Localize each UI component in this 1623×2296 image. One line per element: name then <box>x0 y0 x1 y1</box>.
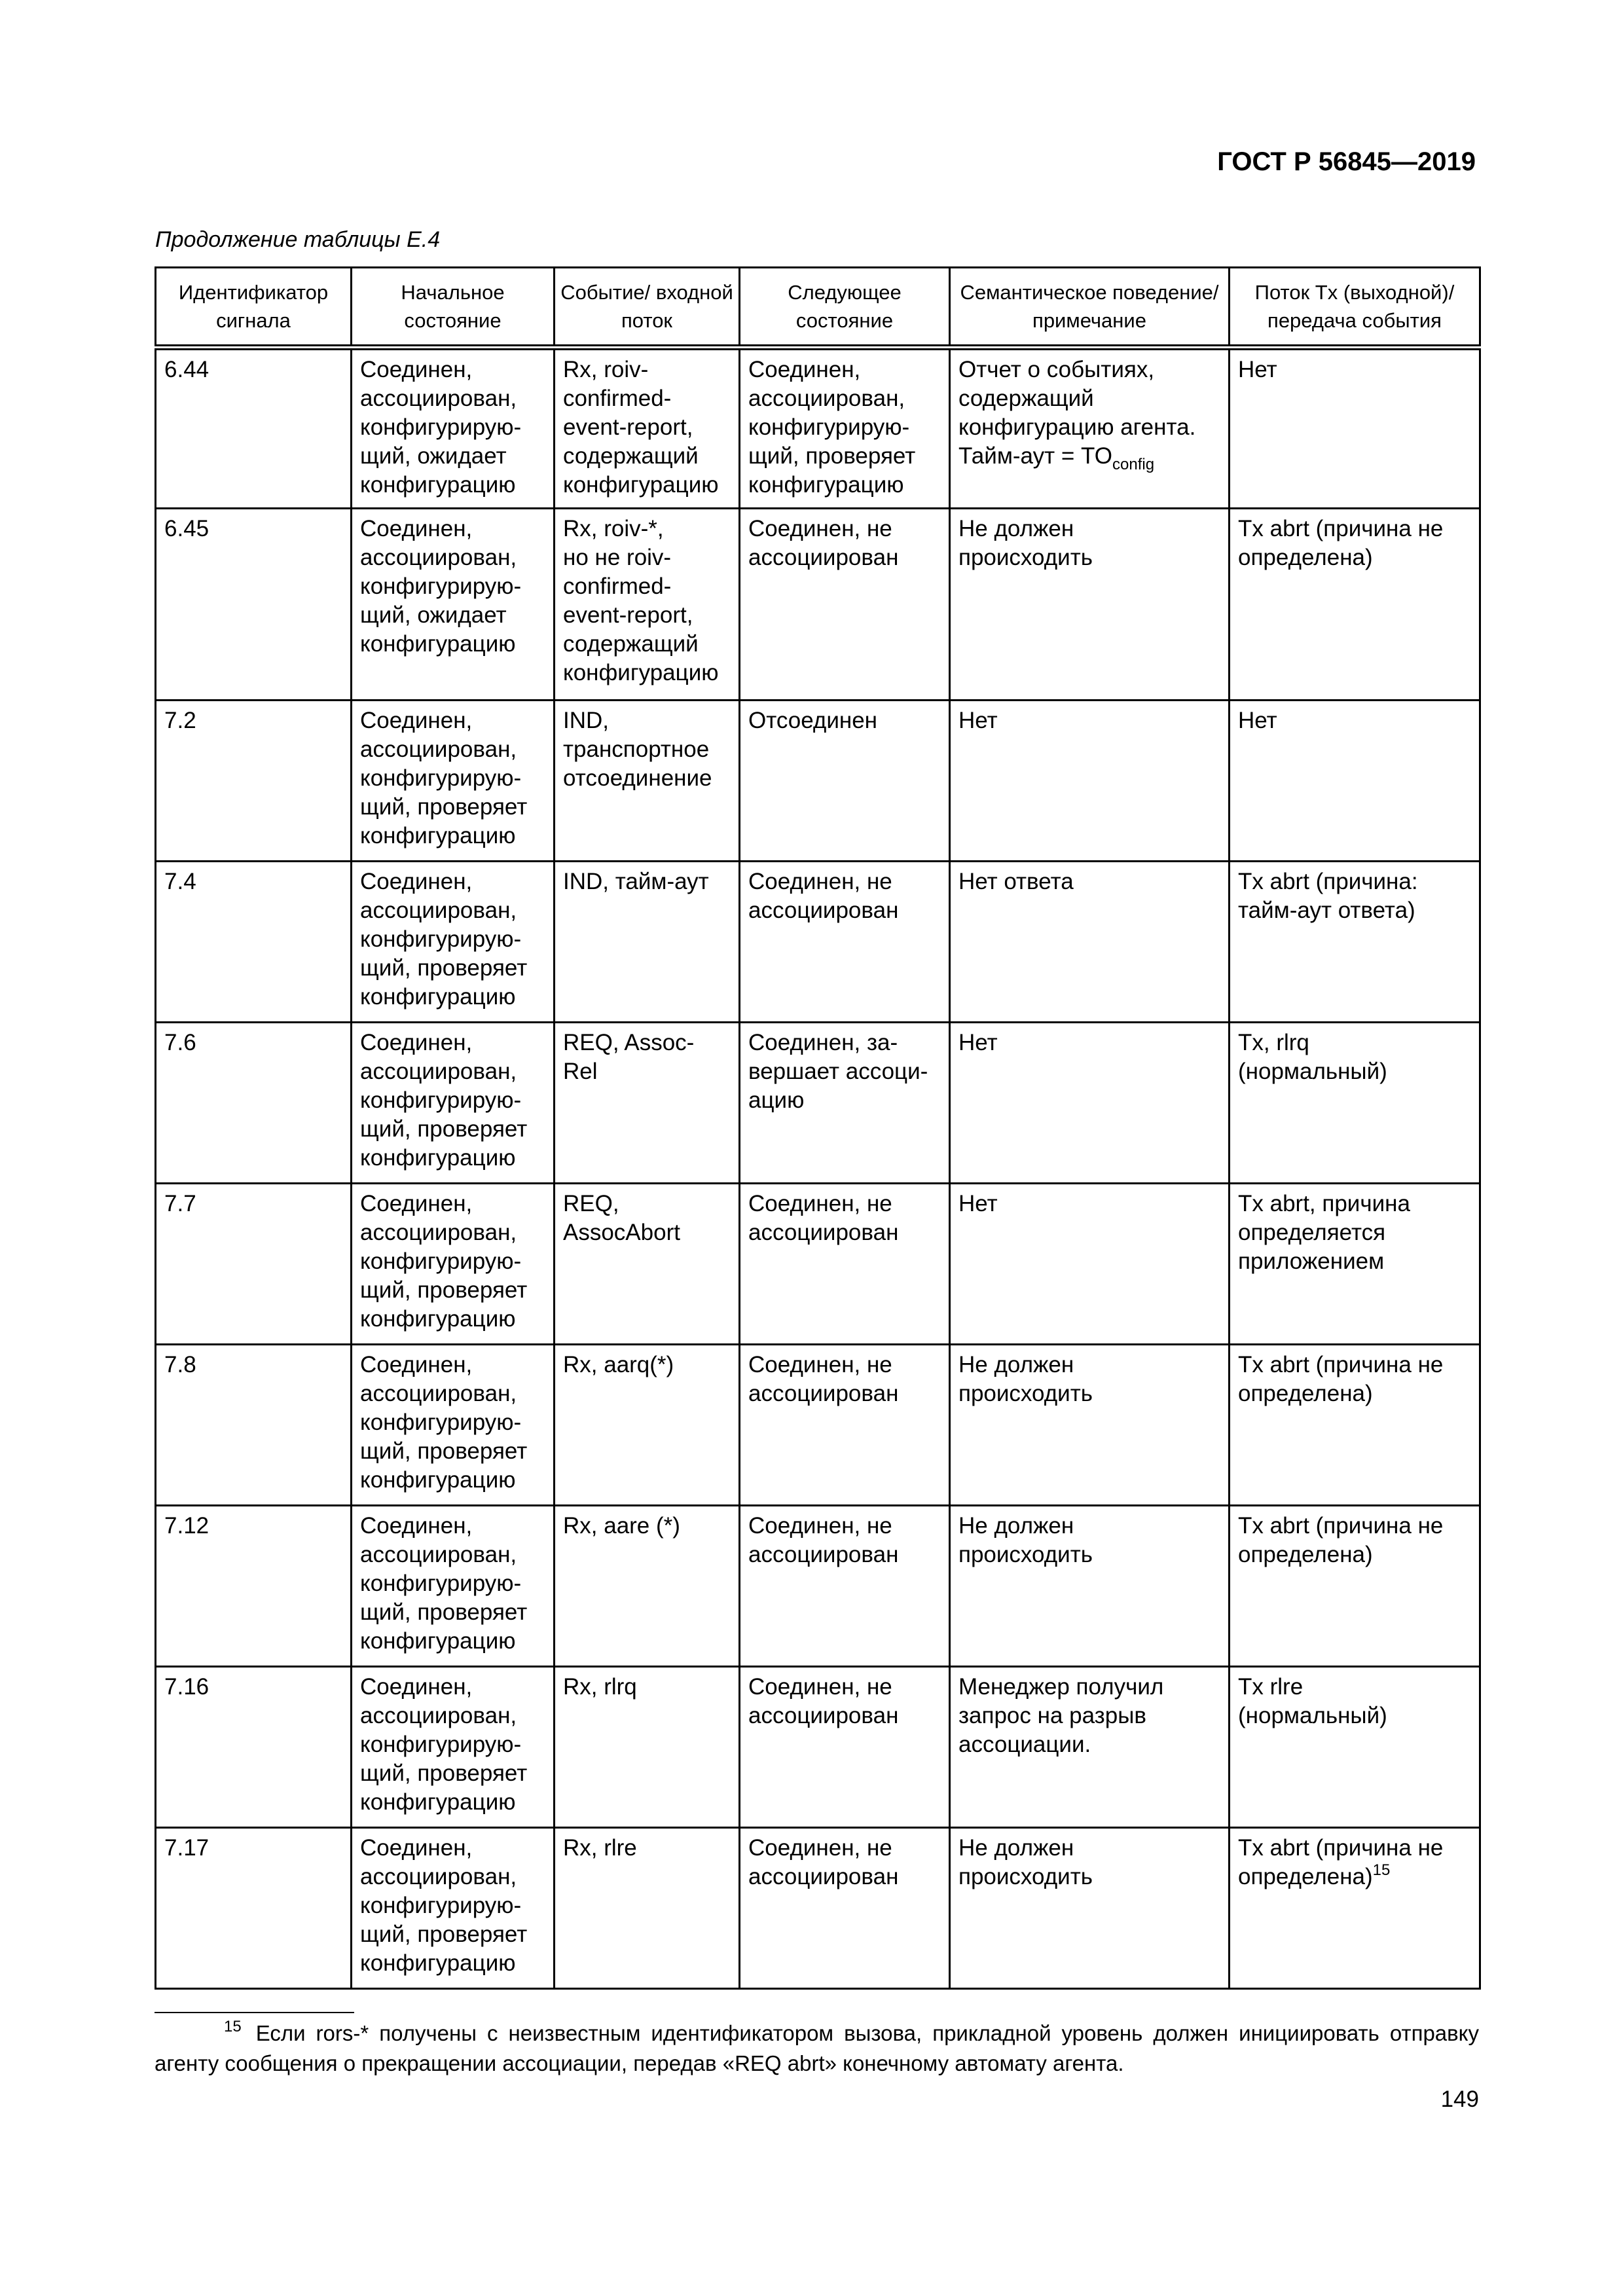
timeout-subscript: config <box>1112 456 1155 473</box>
cell-semantic <box>950 701 1230 862</box>
table-row <box>156 701 1480 862</box>
table-caption: Продолжение таблицы Е.4 <box>155 227 441 252</box>
cell-next-state-text: Соединен, не ассоциирован <box>748 1835 899 1889</box>
column-header-tx: Поток Tx (выходной)/ передача события <box>1230 268 1480 348</box>
cell-semantic-text: Нет <box>958 708 998 733</box>
cell-tx <box>1230 1506 1480 1667</box>
cell-signal-id-text: 6.45 <box>164 516 210 541</box>
cell-signal-id <box>156 1667 352 1828</box>
cell-semantic <box>950 1506 1230 1667</box>
cell-event-text: Rx, roiv- confirmed- event-report, содержащий конфигурацию <box>563 357 719 498</box>
cell-initial-state-text: Соединен, ассоциирован, конфигурирую- щий, проверяет конфигурацию <box>360 1513 528 1654</box>
cell-event-text: Rx, rlrq <box>563 1674 637 1700</box>
document-code: ГОСТ Р 56845—2019 <box>1217 147 1476 176</box>
cell-initial-state <box>352 701 555 862</box>
cell-signal-id <box>156 1506 352 1667</box>
cell-event-text: REQ, Assoc- Rel <box>563 1030 695 1084</box>
cell-tx <box>1230 1023 1480 1184</box>
cell-event-text: REQ, AssocAbort <box>563 1191 680 1245</box>
cell-initial-state <box>352 348 555 509</box>
column-header-signal-id: Идентификатор сигнала <box>156 268 352 348</box>
cell-initial-state <box>352 862 555 1023</box>
cell-tx-text: Tx abrt (причина не определена) <box>1238 1835 1444 1889</box>
cell-semantic-text: Нет ответа <box>958 869 1074 894</box>
cell-initial-state <box>352 1828 555 1989</box>
cell-semantic-text: Не должен происходить <box>958 1352 1093 1406</box>
cell-signal-id <box>156 1184 352 1345</box>
cell-tx-text: Tx abrt (причина не определена) <box>1238 516 1444 570</box>
cell-initial-state-text: Соединен, ассоциирован, конфигурирую- щий, проверяет конфигурацию <box>360 1191 528 1332</box>
cell-signal-id-text: 7.2 <box>164 708 196 733</box>
footnote-reference[interactable]: 15 <box>1372 1861 1391 1879</box>
cell-event <box>555 1345 740 1506</box>
page-number: 149 <box>1440 2086 1479 2112</box>
cell-initial-state-text: Соединен, ассоциирован, конфигурирую- щий, проверяет конфигурацию <box>360 1835 528 1976</box>
cell-initial-state-text: Соединен, ассоциирован, конфигурирую- щий, проверяет конфигурацию <box>360 1352 528 1493</box>
cell-event-text: Rx, roiv-*, но не roiv- confirmed- event-report, содержащий конфигурацию <box>563 516 719 685</box>
table-row <box>156 348 1480 509</box>
cell-event-text: IND, транспортное отсоединение <box>563 708 712 791</box>
cell-semantic-text: Менеджер получил запрос на разрыв ассоциации. <box>958 1674 1164 1757</box>
table-row <box>156 1828 1480 1989</box>
cell-event <box>555 1023 740 1184</box>
cell-signal-id-text: 7.7 <box>164 1191 196 1216</box>
cell-next-state-text: Соединен, не ассоциирован <box>748 1352 899 1406</box>
table-row <box>156 1184 1480 1345</box>
cell-event-text: Rx, rlre <box>563 1835 637 1861</box>
cell-tx <box>1230 701 1480 862</box>
cell-next-state-text: Соединен, не ассоциирован <box>748 516 899 570</box>
cell-semantic <box>950 1023 1230 1184</box>
cell-next-state <box>740 1667 950 1828</box>
state-table <box>155 266 1481 1990</box>
cell-initial-state-text: Соединен, ассоциирован, конфигурирую- щий, проверяет конфигурацию <box>360 869 528 1010</box>
cell-tx-text: Tx, rlrq (нормальный) <box>1238 1030 1387 1084</box>
cell-initial-state-text: Соединен, ассоциирован, конфигурирую- щий, проверяет конфигурацию <box>360 708 528 848</box>
footnote-separator <box>155 2012 354 2013</box>
table-row <box>156 862 1480 1023</box>
cell-tx-text: Tx abrt, причина определяется приложением <box>1238 1191 1410 1274</box>
cell-tx-text: Tx abrt (причина: тайм-аут ответа) <box>1238 869 1418 923</box>
cell-initial-state <box>352 1345 555 1506</box>
cell-event <box>555 509 740 701</box>
cell-signal-id-text: 7.17 <box>164 1835 210 1861</box>
cell-initial-state <box>352 1023 555 1184</box>
cell-next-state-text: Соединен, не ассоциирован <box>748 1674 899 1728</box>
cell-event <box>555 348 740 509</box>
cell-semantic <box>950 509 1230 701</box>
cell-semantic-text: Нет <box>958 1030 998 1055</box>
cell-semantic <box>950 1345 1230 1506</box>
cell-next-state <box>740 1023 950 1184</box>
cell-next-state-text: Соединен, не ассоциирован <box>748 1513 899 1567</box>
cell-semantic-text: Не должен происходить <box>958 1513 1093 1567</box>
cell-tx-text: Tx rlre (нормальный) <box>1238 1674 1387 1728</box>
cell-initial-state <box>352 1667 555 1828</box>
cell-initial-state <box>352 1184 555 1345</box>
cell-next-state-text: Соединен, не ассоциирован <box>748 869 899 923</box>
cell-tx <box>1230 1184 1480 1345</box>
cell-event-text: Rx, aare (*) <box>563 1513 680 1539</box>
cell-semantic-text: Не должен происходить <box>958 1835 1093 1889</box>
cell-event <box>555 862 740 1023</box>
cell-next-state <box>740 1345 950 1506</box>
cell-event-text: Rx, aarq(*) <box>563 1352 674 1377</box>
column-header-event: Событие/ входной поток <box>555 268 740 348</box>
cell-event <box>555 1828 740 1989</box>
cell-initial-state-text: Соединен, ассоциирован, конфигурирую- щий, проверяет конфигурацию <box>360 1030 528 1171</box>
cell-signal-id <box>156 348 352 509</box>
cell-next-state-text: Соединен, за- вершает ассоци- ацию <box>748 1030 928 1113</box>
cell-signal-id-text: 6.44 <box>164 357 210 382</box>
cell-next-state <box>740 509 950 701</box>
cell-signal-id <box>156 862 352 1023</box>
table-row <box>156 1023 1480 1184</box>
table-row <box>156 1345 1480 1506</box>
column-header-next-state: Следующее состояние <box>740 268 950 348</box>
cell-next-state <box>740 701 950 862</box>
cell-event <box>555 701 740 862</box>
cell-initial-state-text: Соединен, ассоциирован, конфигурирую- щий, проверяет конфигурацию <box>360 1674 528 1815</box>
cell-initial-state <box>352 509 555 701</box>
cell-tx-text: Tx abrt (причина не определена) <box>1238 1513 1444 1567</box>
cell-semantic-text: Отчет о событиях, содержащий конфигурацию агента. Тайм-аут = TO <box>958 357 1196 469</box>
cell-event <box>555 1506 740 1667</box>
cell-signal-id-text: 7.8 <box>164 1352 196 1377</box>
footnote-text: Если rors-* получены с неизвестным идентификатором вызова, прикладной уровень должен инициировать отправку агенту сообщения о прекращении ассоциации, передав «REQ abrt» конечному автомату агента. <box>155 2021 1479 2075</box>
cell-semantic <box>950 1667 1230 1828</box>
column-header-initial-state: Начальное состояние <box>352 268 555 348</box>
footnote <box>155 2018 1479 2079</box>
cell-tx <box>1230 348 1480 509</box>
cell-event-text: IND, тайм-аут <box>563 869 709 894</box>
cell-next-state <box>740 1506 950 1667</box>
cell-signal-id-text: 7.6 <box>164 1030 196 1055</box>
cell-tx-text: Tx abrt (причина не определена) <box>1238 1352 1444 1406</box>
cell-signal-id <box>156 1345 352 1506</box>
cell-tx <box>1230 1667 1480 1828</box>
cell-semantic <box>950 348 1230 509</box>
cell-signal-id-text: 7.16 <box>164 1674 210 1700</box>
table-row <box>156 1667 1480 1828</box>
cell-event <box>555 1184 740 1345</box>
cell-tx <box>1230 1345 1480 1506</box>
cell-tx-text: Нет <box>1238 357 1277 382</box>
cell-signal-id <box>156 701 352 862</box>
cell-signal-id <box>156 1828 352 1989</box>
cell-tx <box>1230 862 1480 1023</box>
cell-tx-text: Нет <box>1238 708 1277 733</box>
cell-next-state <box>740 1184 950 1345</box>
cell-semantic <box>950 862 1230 1023</box>
table-row <box>156 509 1480 701</box>
cell-next-state-text: Соединен, ассоциирован, конфигурирую- щий, проверяет конфигурацию <box>748 357 916 498</box>
cell-signal-id-text: 7.4 <box>164 869 196 894</box>
cell-semantic-text: Не должен происходить <box>958 516 1093 570</box>
cell-next-state <box>740 1828 950 1989</box>
cell-semantic <box>950 1828 1230 1989</box>
cell-initial-state <box>352 1506 555 1667</box>
table-header-row <box>156 268 1480 348</box>
cell-tx <box>1230 509 1480 701</box>
column-header-semantic: Семантическое поведение/примечание <box>950 268 1230 348</box>
cell-semantic-text: Нет <box>958 1191 998 1216</box>
footnote-mark: 15 <box>224 2018 242 2035</box>
cell-event <box>555 1667 740 1828</box>
cell-signal-id-text: 7.12 <box>164 1513 210 1539</box>
cell-signal-id <box>156 1023 352 1184</box>
cell-signal-id <box>156 509 352 701</box>
cell-initial-state-text: Соединен, ассоциирован, конфигурирую- щий, ожидает конфигурацию <box>360 357 522 498</box>
cell-next-state <box>740 348 950 509</box>
table-row <box>156 1506 1480 1667</box>
cell-next-state-text: Отсоединен <box>748 708 878 733</box>
cell-next-state <box>740 862 950 1023</box>
cell-tx <box>1230 1828 1480 1989</box>
cell-semantic <box>950 1184 1230 1345</box>
cell-initial-state-text: Соединен, ассоциирован, конфигурирую- щий, ожидает конфигурацию <box>360 516 522 657</box>
cell-next-state-text: Соединен, не ассоциирован <box>748 1191 899 1245</box>
